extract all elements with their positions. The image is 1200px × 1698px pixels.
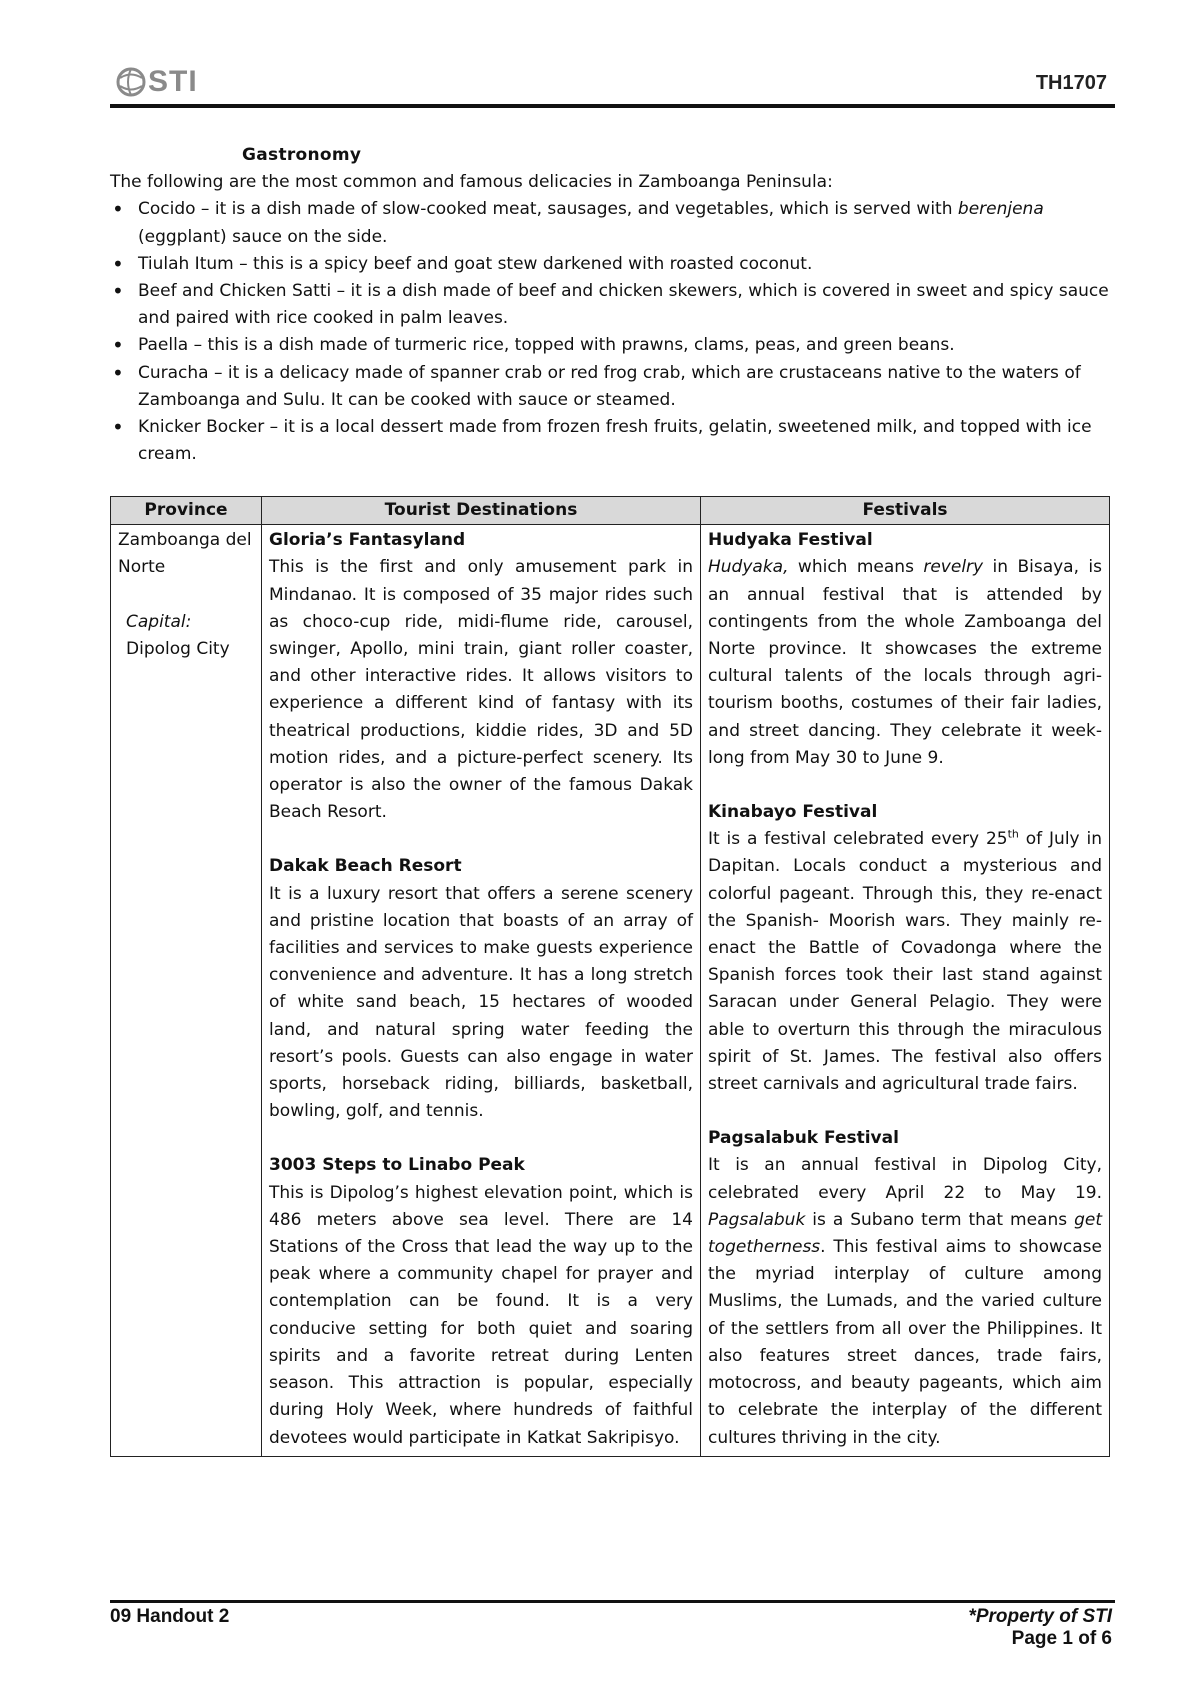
- festival-entry: [708, 527, 1102, 772]
- destinations-table: [110, 496, 1110, 1457]
- festival-title: Hudyaka Festival: [708, 530, 873, 551]
- destination-title: Dakak Beach Resort: [269, 856, 462, 877]
- header-province: Province: [111, 497, 262, 525]
- festival-text: It is an annual festival in Dipolog City, celebrated every April 22 to May 19. Pagsalabuk is a Subano term that means get togetherness. This festival aims to showcase the myriad interplay of culture among Muslims, the Lumads, and the varied culture of the settlers from all over the Philippines. It also features street dances, trade fairs, motocross, and beauty pageants, which aim to celebrate the interplay of the different cultures thriving in the city.: [708, 1155, 1102, 1448]
- handout-label: 09 Handout 2: [110, 1606, 230, 1627]
- capital-label: Capital:: [126, 611, 192, 632]
- sti-logo: [116, 64, 198, 100]
- page-header: [110, 62, 1115, 106]
- header-festivals: Festivals: [701, 497, 1110, 525]
- section-title: Gastronomy: [242, 145, 362, 165]
- festival-text: Hudyaka, which means revelry in Bisaya, is an annual festival that is attended by contingents from the whole Zamboanga del Norte province. It showcases the extreme cultural talents of the locals through agri-tourism booths, costumes of their fair ladies, and street dancing. They celebrate it week-long from May 30 to June 9.: [708, 557, 1102, 768]
- list-item: • Beef and Chicken Satti – it is a dish made of beef and chicken skewers, which is covered in sweet and spicy sauce and paired with rice cooked in palm leaves.: [110, 278, 1110, 332]
- delicacy-list: [110, 196, 1110, 468]
- globe-icon: [116, 65, 146, 99]
- footer-info: [968, 1606, 1112, 1650]
- destinations-cell: [262, 525, 701, 1457]
- table-header-row: [111, 497, 1110, 525]
- list-item: • Tiulah Itum – this is a spicy beef and goat stew darkened with roasted coconut.: [110, 251, 1110, 278]
- capital-block: [118, 609, 254, 663]
- province-cell: [111, 525, 262, 1457]
- gastronomy-section: [110, 142, 1110, 468]
- section-intro: The following are the most common and famous delicacies in Zamboanga Peninsula:: [110, 172, 833, 193]
- festival-entry: [708, 799, 1102, 1098]
- logo-text: STI: [148, 65, 198, 98]
- festivals-cell: [701, 525, 1110, 1457]
- destination-entry: [269, 1152, 693, 1451]
- property-notice: *Property of STI: [968, 1606, 1112, 1627]
- header-divider: [110, 104, 1115, 108]
- destination-title: 3003 Steps to Linabo Peak: [269, 1155, 525, 1176]
- festival-text: It is a festival celebrated every 25th of July in Dapitan. Locals conduct a mysterious and colorful pageant. Through this, they re-enact the Spanish- Moorish wars. They mainly re-enact the Battle of Covadonga where the Spanish forces took their last stand against Saracan under General Pelagio. They were able to overturn this through the miraculous spirit of St. James. The festival also offers street carnivals and agricultural trade fairs.: [708, 827, 1102, 1095]
- list-item: • Paella – this is a dish made of turmeric rice, topped with prawns, clams, peas, and green beans.: [110, 332, 1110, 359]
- destination-title: Gloria’s Fantasyland: [269, 530, 466, 551]
- capital-name: Dipolog City: [126, 638, 230, 659]
- page-number: Page 1 of 6: [1011, 1628, 1112, 1649]
- festival-title: Pagsalabuk Festival: [708, 1128, 899, 1149]
- destination-entry: [269, 527, 693, 826]
- table-row: [111, 525, 1110, 1457]
- destination-text: This is the first and only amusement park in Mindanao. It is composed of 35 major rides such as choco-cup ride, midi-flume ride, carousel, swinger, Apollo, mini train, giant roller coaster, and other interactive rides. It allows visitors to experience a different kind of fantasy with its theatrical productions, kiddie rides, 3D and 5D motion rides, and a picture-perfect scenery. Its operator is also the owner of the famous Dakak Beach Resort.: [269, 557, 693, 823]
- destination-entry: [269, 853, 693, 1125]
- province-name: Zamboanga del Norte: [118, 530, 252, 578]
- destination-text: It is a luxury resort that offers a serene scenery and pristine location that boasts of an array of facilities and services to make guests experience convenience and adventure. It has a long stretch of white sand beach, 15 hectares of wooded land, and natural spring water feeding the resort’s pools. Guests can also engage in water sports, horseback riding, billiards, basketball, bowling, golf, and tennis.: [269, 883, 693, 1122]
- list-item: • Cocido – it is a dish made of slow-cooked meat, sausages, and vegetables, which is served with berenjena (eggplant) sauce on the side.: [110, 196, 1110, 250]
- list-item: • Knicker Bocker – it is a local dessert made from frozen fresh fruits, gelatin, sweetened milk, and topped with ice cream.: [110, 414, 1110, 468]
- destination-text: This is Dipolog’s highest elevation point, which is 486 meters above sea level. There are 14 Stations of the Cross that lead the way up to the peak where a community chapel for prayer and contemplation can be found. It is a very conducive setting for both quiet and soaring spirits and a favorite retreat during Lenten season. This attraction is popular, especially during Holy Week, where hundreds of faithful devotees would participate in Katkat Sakripisyo.: [269, 1182, 693, 1448]
- header-destinations: Tourist Destinations: [262, 497, 701, 525]
- list-item: • Curacha – it is a delicacy made of spanner crab or red frog crab, which are crustaceans native to the waters of Zamboanga and Sulu. It can be cooked with sauce or steamed.: [110, 360, 1110, 414]
- festival-entry: [708, 1125, 1102, 1451]
- footer-divider: [110, 1600, 1115, 1603]
- festival-title: Kinabayo Festival: [708, 802, 878, 823]
- document-code: TH1707: [1035, 72, 1107, 94]
